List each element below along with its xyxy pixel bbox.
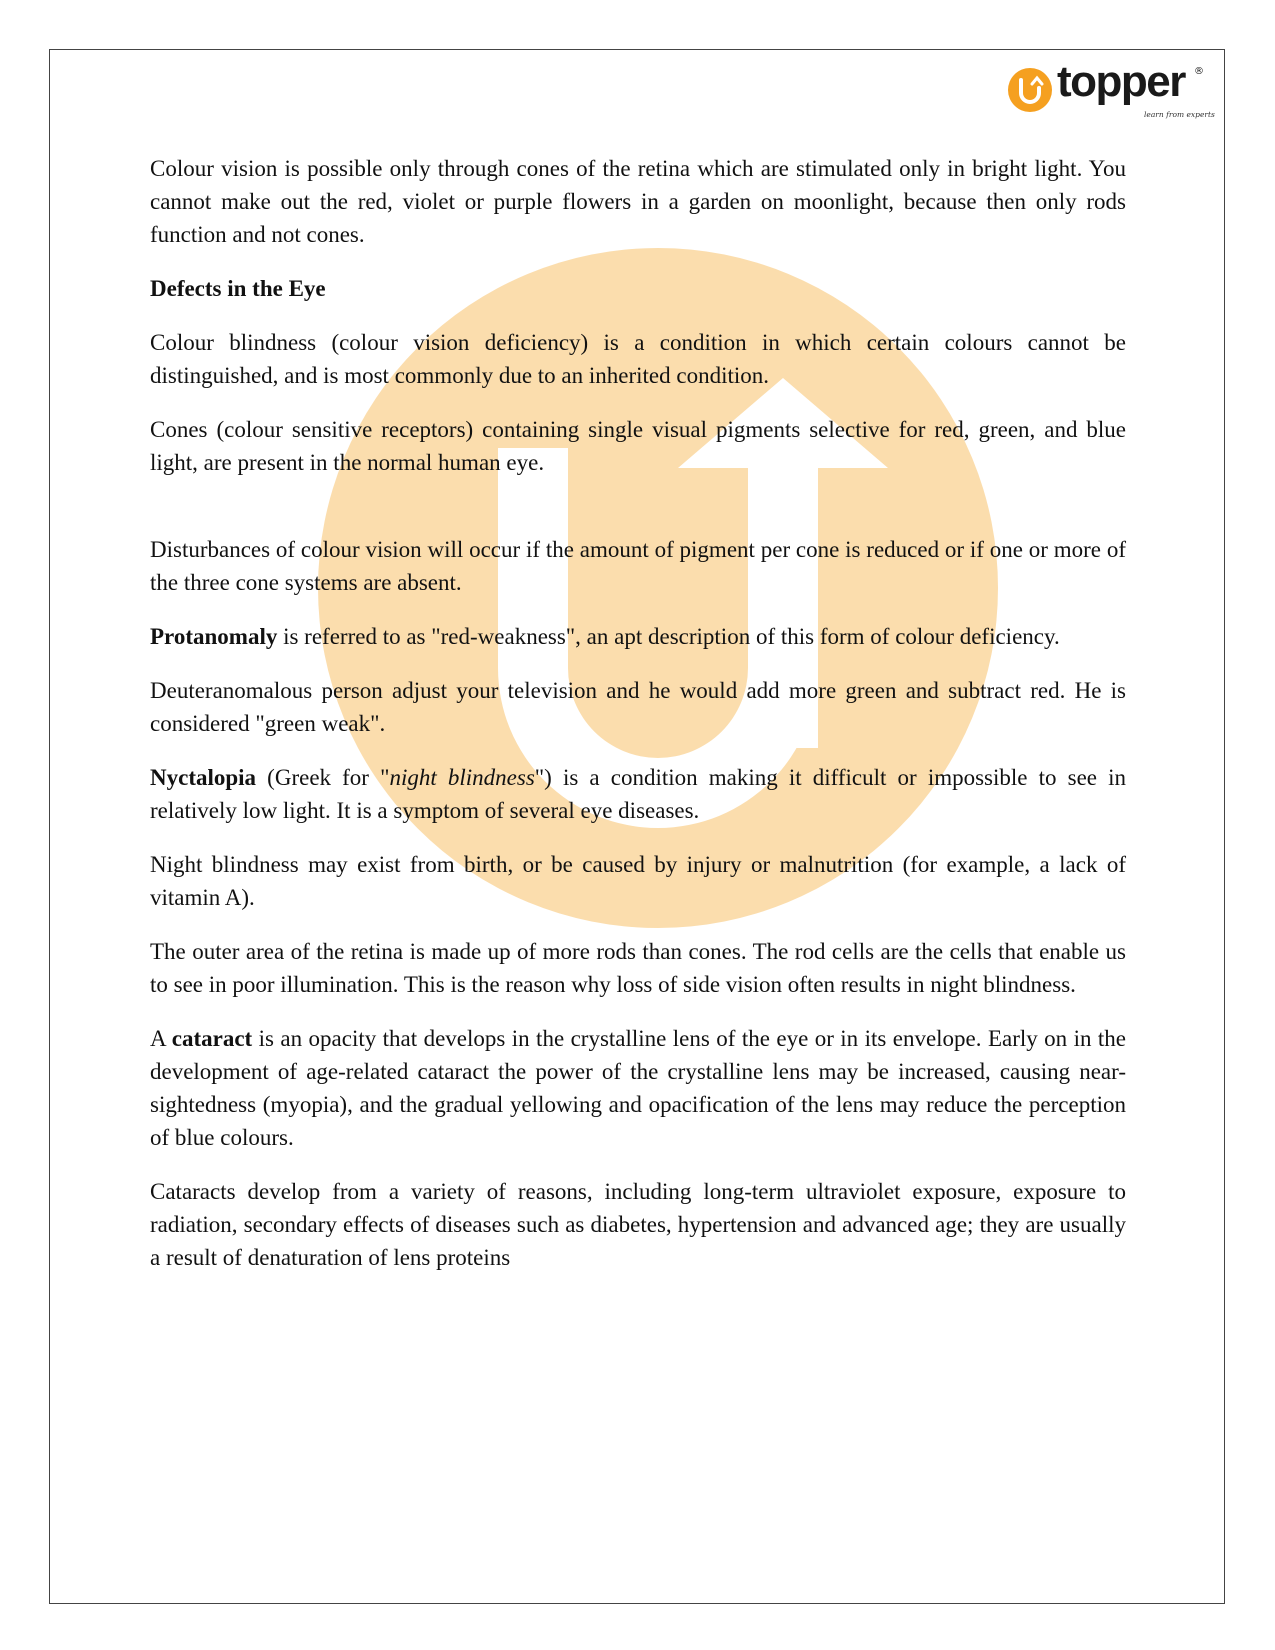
paragraph-disturbances: Disturbances of colour vision will occur if the amount of pigment per cone is reduced or if one or more of the three cone systems are absent. bbox=[150, 537, 1126, 595]
paragraph-cataract bbox=[150, 1022, 1126, 1154]
topper-logo bbox=[1008, 57, 1215, 126]
term-protanomaly: Protanomaly bbox=[150, 624, 278, 649]
paragraph-colour-blindness: Colour blindness (colour vision deficiency) is a condition in which certain colours cannot be distinguished, and is most commonly due to an inherited condition. bbox=[150, 330, 1126, 388]
paragraph-cones: Cones (colour sensitive receptors) containing single visual pigments selective for red, green, and blue light, are present in the normal human eye. bbox=[150, 417, 1126, 475]
registered-mark: ® bbox=[1194, 66, 1204, 77]
term-cataract: cataract bbox=[171, 1026, 253, 1051]
topper-logo-circle-icon bbox=[1008, 68, 1052, 112]
paragraph-cataract-causes: Cataracts develop from a variety of reasons, including long-term ultraviolet exposure, exposure to radiation, secondary effects of diseases such as diabetes, hypertension and advanced age; they are usually a result of denaturation of lens proteins bbox=[150, 1179, 1126, 1270]
document-body bbox=[150, 152, 1126, 1295]
nyctalopia-text-post: ") is a condition making it difficult or impossible to see in relatively low light. It is a symptom of several eye diseases. bbox=[150, 765, 1126, 823]
paragraph-nyctalopia bbox=[150, 761, 1126, 827]
term-nyctalopia: Nyctalopia bbox=[150, 765, 257, 790]
cataract-text-post: is an opacity that develops in the crystalline lens of the eye or in its envelope. Early on in the development of age-related cataract the power of the crystalline lens may be increased, causing near-sightedness (myopia), and the gradual yellowing and opacification of the lens may reduce the perception of blue colours. bbox=[150, 1026, 1126, 1150]
paragraph-retina-rods: The outer area of the retina is made up of more rods than cones. The rod cells are the cells that enable us to see in poor illumination. This is the reason why loss of side vision often results in night blindness. bbox=[150, 939, 1126, 997]
protanomaly-text: is referred to as "red-weakness", an apt description of this form of colour deficiency. bbox=[277, 624, 1060, 649]
paragraph-deuteranomalous: Deuteranomalous person adjust your television and he would add more green and subtract red. He is considered "green weak". bbox=[150, 678, 1126, 736]
paragraph-protanomaly bbox=[150, 620, 1126, 653]
paragraph-colour-vision: Colour vision is possible only through cones of the retina which are stimulated only in bright light. You cannot make out the red, violet or purple flowers in a garden on moonlight, because then only rods function and not cones. bbox=[150, 156, 1126, 247]
cataract-text-pre: A bbox=[150, 1026, 172, 1051]
nyctalopia-text-pre: (Greek for " bbox=[256, 765, 390, 790]
paragraph-night-blindness: Night blindness may exist from birth, or be caused by injury or malnutrition (for example, a lack of vitamin A). bbox=[150, 852, 1126, 910]
term-night-blindness: night blindness bbox=[389, 765, 535, 790]
topper-tagline: learn from experts bbox=[1144, 110, 1215, 119]
section-heading-defects: Defects in the Eye bbox=[150, 276, 326, 301]
topper-wordmark: topper bbox=[1057, 57, 1185, 106]
